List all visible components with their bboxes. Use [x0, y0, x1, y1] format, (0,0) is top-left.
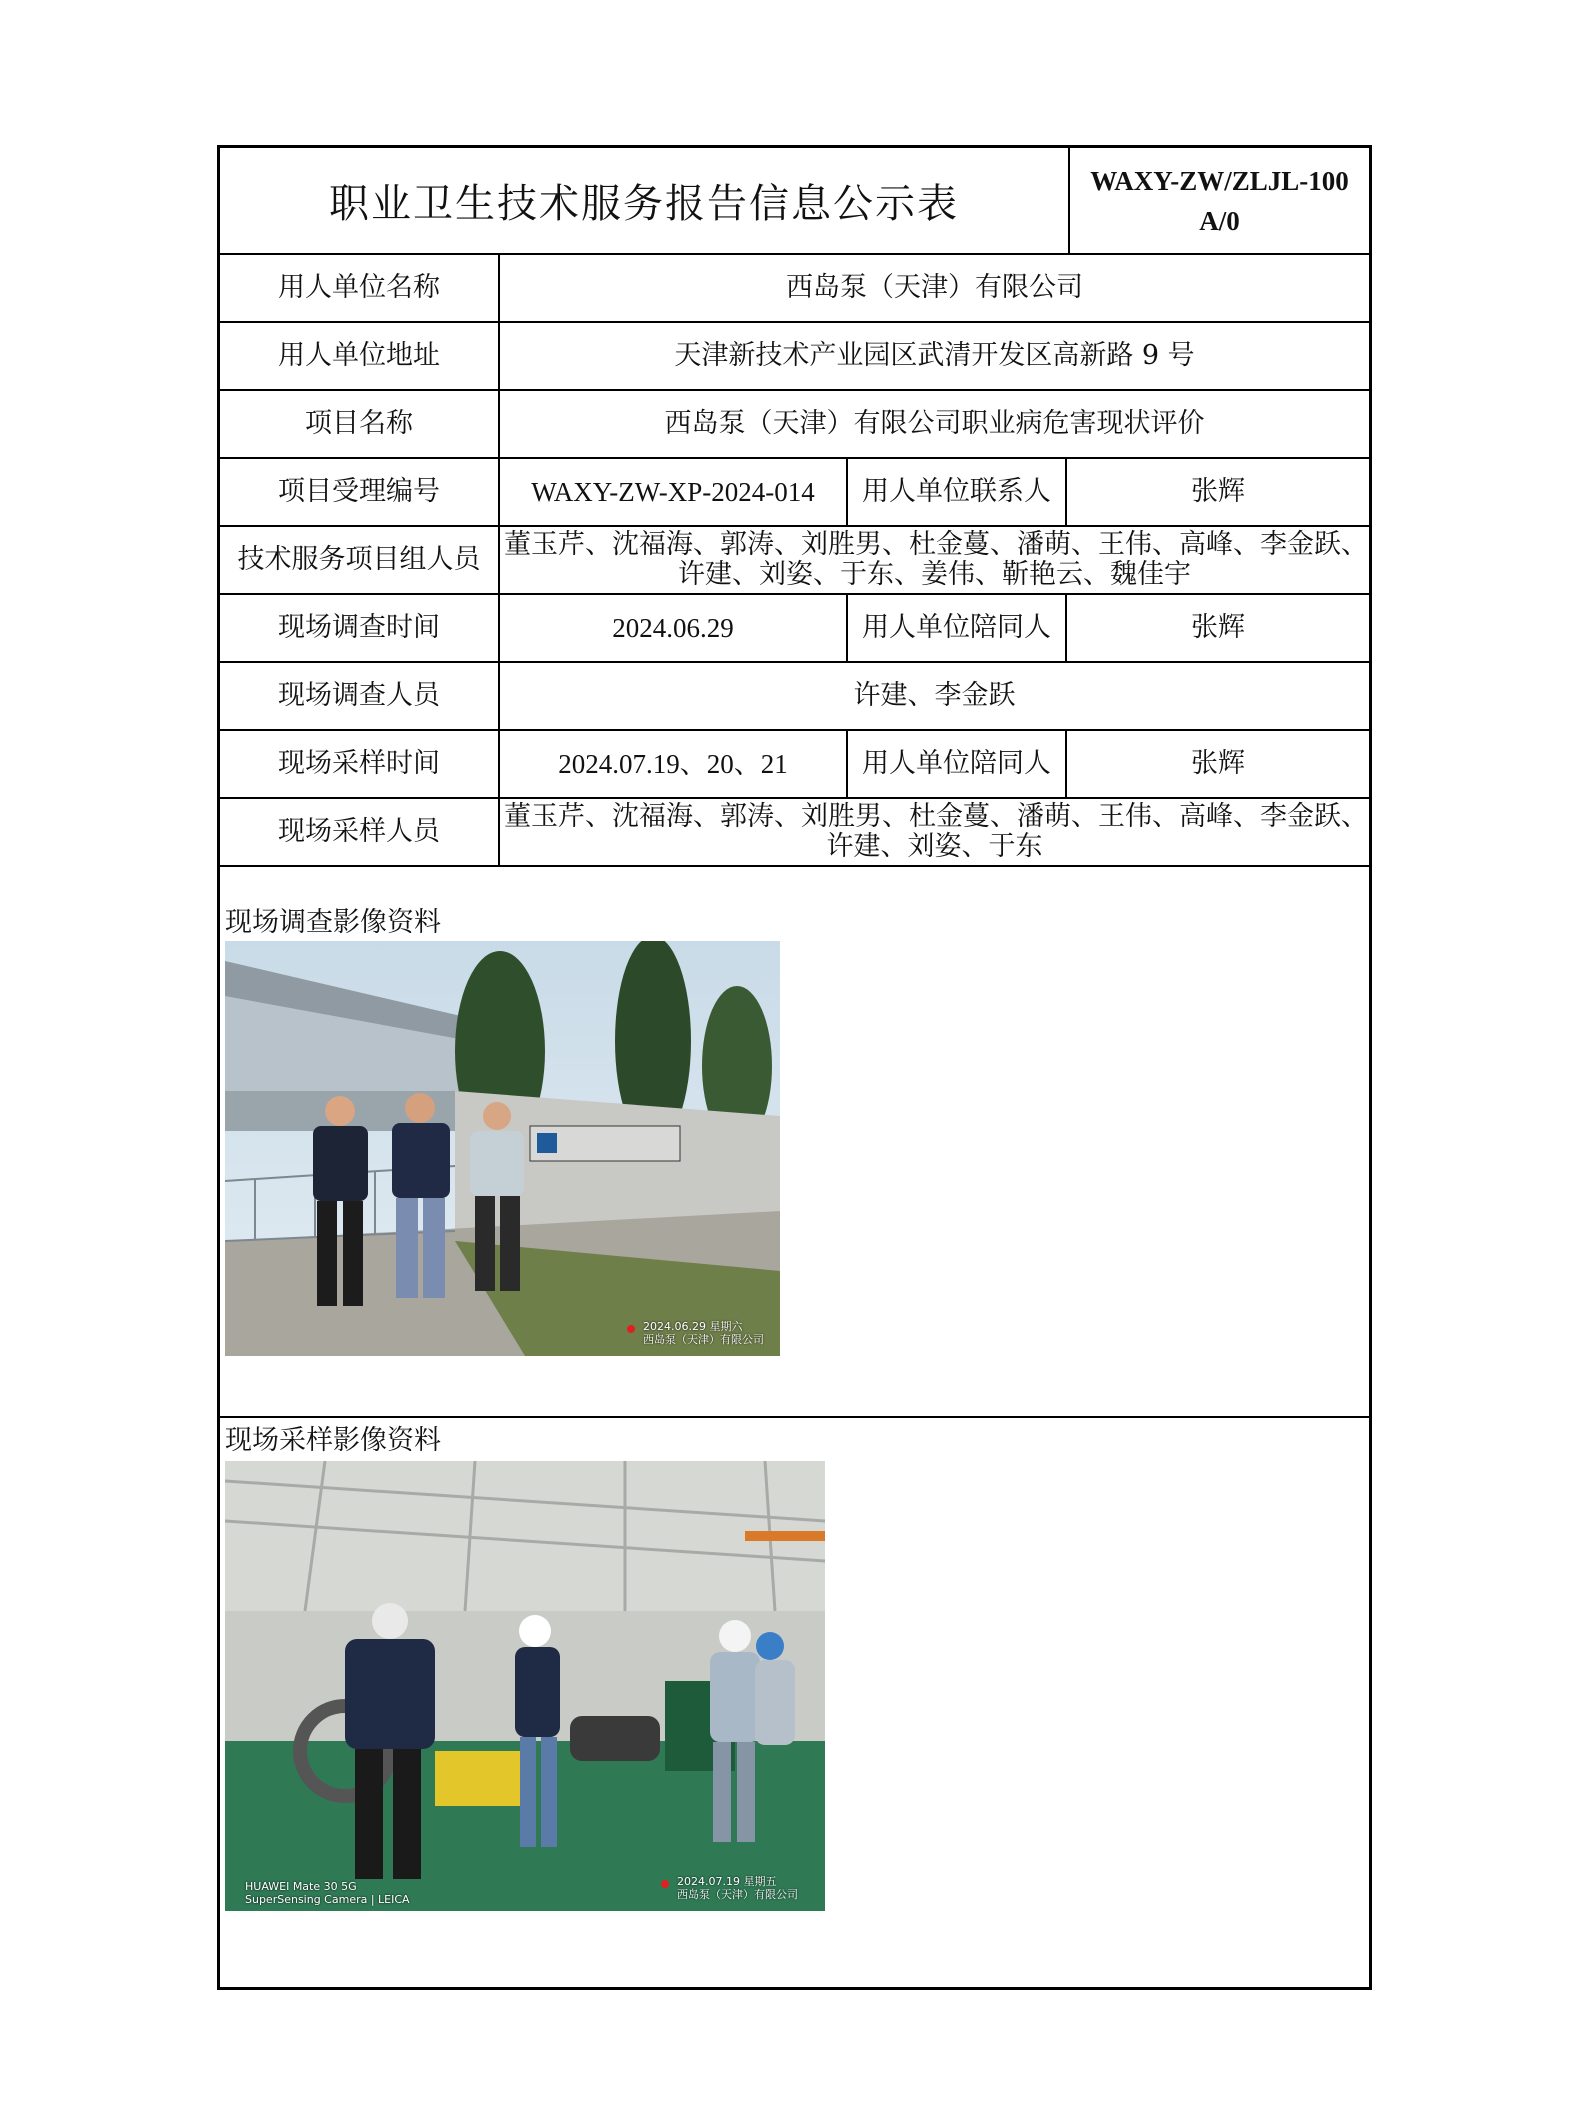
- sampling-staff-line-2: 许建、刘姿、于东: [826, 831, 1043, 862]
- project-number-label: 项目受理编号: [220, 458, 499, 526]
- project-number-value: WAXY-ZW-XP-2024-014: [499, 458, 847, 526]
- survey-staff-value: 许建、李金跃: [499, 662, 1369, 730]
- camera-model: HUAWEI Mate 30 5G: [245, 1880, 357, 1893]
- camera-lens: SuperSensing Camera | LEICA: [245, 1893, 410, 1906]
- employer-name-value: 西岛泵（天津）有限公司: [499, 255, 1369, 322]
- survey-stamp-company: 西岛泵（天津）有限公司: [643, 1333, 764, 1346]
- sampling-staff-line-1: 董玉芹、沈福海、郭涛、刘胜男、杜金蔓、潘萌、王伟、高峰、李金跃、: [504, 801, 1368, 832]
- table-row: [220, 594, 1369, 662]
- employer-address-value: 天津新技术产业园区武清开发区高新路 9 号: [499, 322, 1369, 390]
- sampling-site-photo: [225, 1461, 825, 1911]
- camera-watermark: [245, 1880, 410, 1906]
- survey-escort-label: 用人单位陪同人: [847, 594, 1066, 662]
- table-row: [220, 458, 1369, 526]
- report-form: [217, 145, 1372, 1990]
- info-table: [220, 255, 1369, 867]
- sampling-time-value: 2024.07.19、20、21: [499, 730, 847, 798]
- team-line-2: 许建、刘姿、于东、姜伟、靳艳云、魏佳宇: [678, 559, 1191, 590]
- sampling-photos-label: 现场采样影像资料: [225, 1425, 441, 1456]
- table-row: [220, 730, 1369, 798]
- team-value: [499, 526, 1369, 594]
- sampling-stamp-date: 2024.07.19 星期五: [677, 1875, 777, 1888]
- sampling-photo-stamp: [677, 1875, 798, 1901]
- survey-escort-value: 张辉: [1066, 594, 1369, 662]
- team-label: 技术服务项目组人员: [220, 526, 499, 594]
- document-code-line2: A/0: [1199, 205, 1240, 236]
- survey-photos-label: 现场调查影像资料: [225, 907, 441, 938]
- project-name-label: 项目名称: [220, 390, 499, 458]
- survey-site-photo: [225, 941, 780, 1356]
- project-name-value: 西岛泵（天津）有限公司职业病危害现状评价: [499, 390, 1369, 458]
- survey-staff-label: 现场调查人员: [220, 662, 499, 730]
- title-row: [220, 148, 1369, 255]
- document-code-line1: WAXY-ZW/ZLJL-100: [1090, 165, 1349, 196]
- sampling-time-label: 现场采样时间: [220, 730, 499, 798]
- sampling-staff-label: 现场采样人员: [220, 798, 499, 866]
- sampling-escort-label: 用人单位陪同人: [847, 730, 1066, 798]
- table-row: [220, 526, 1369, 594]
- survey-time-value: 2024.06.29: [499, 594, 847, 662]
- sampling-stamp-company: 西岛泵（天津）有限公司: [677, 1888, 798, 1901]
- table-row: [220, 798, 1369, 866]
- sampling-staff-value: [499, 798, 1369, 866]
- table-row: [220, 390, 1369, 458]
- team-line-1: 董玉芹、沈福海、郭涛、刘胜男、杜金蔓、潘萌、王伟、高峰、李金跃、: [504, 529, 1368, 560]
- table-row: [220, 662, 1369, 730]
- employer-address-label: 用人单位地址: [220, 322, 499, 390]
- table-row: [220, 255, 1369, 322]
- survey-time-label: 现场调查时间: [220, 594, 499, 662]
- document-code: [1070, 148, 1369, 253]
- employer-name-label: 用人单位名称: [220, 255, 499, 322]
- survey-photo-stamp: [643, 1320, 764, 1346]
- sampling-escort-value: 张辉: [1066, 730, 1369, 798]
- contact-value: 张辉: [1066, 458, 1369, 526]
- contact-label: 用人单位联系人: [847, 458, 1066, 526]
- survey-stamp-date: 2024.06.29 星期六: [643, 1320, 743, 1333]
- table-row: [220, 322, 1369, 390]
- form-title: 职业卫生技术服务报告信息公示表: [220, 148, 1070, 253]
